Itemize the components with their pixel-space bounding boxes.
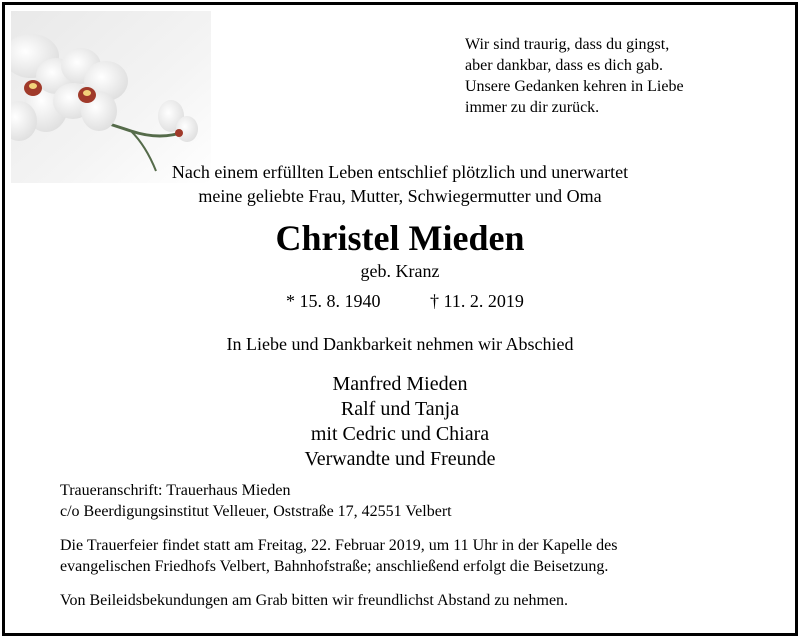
intro-line-2: meine geliebte Frau, Mutter, Schwiegermutter und Oma <box>198 186 602 206</box>
mourning-address <box>60 480 452 522</box>
mourner: mit Cedric und Chiara <box>310 423 490 445</box>
birth-name: geb. Kranz <box>360 261 440 281</box>
address-line-1: Traueranschrift: Trauerhaus Mieden <box>60 482 291 499</box>
mourner: Verwandte und Freunde <box>304 448 496 470</box>
service-info <box>60 535 617 577</box>
deceased-name: Christel Mieden <box>275 218 525 258</box>
orchid-image <box>11 11 211 183</box>
address-line-2: c/o Beerdigungsinstitut Velleuer, Oststraße 17, 42551 Velbert <box>60 503 452 520</box>
poem <box>465 34 684 118</box>
farewell-text: In Liebe und Dankbarkeit nehmen wir Abschied <box>226 334 574 354</box>
service-line-2: evangelischen Friedhofs Velbert, Bahnhofstraße; anschließend erfolgt die Beisetzung. <box>60 558 609 575</box>
poem-line: aber dankbar, dass es dich gab. <box>465 57 663 74</box>
condolence-note: Von Beileidsbekundungen am Grab bitten wir freundlichst Abstand zu nehmen. <box>60 592 569 609</box>
mourners-list <box>0 372 800 472</box>
death-date: † 11. 2. 2019 <box>430 291 524 311</box>
birth-date: * 15. 8. 1940 <box>286 291 381 311</box>
poem-line: Wir sind traurig, dass du gingst, <box>465 36 670 53</box>
poem-line: Unsere Gedanken kehren in Liebe <box>465 78 684 95</box>
mourner: Manfred Mieden <box>332 373 468 395</box>
service-line-1: Die Trauerfeier findet statt am Freitag, 22. Februar 2019, um 11 Uhr in der Kapelle des <box>60 537 618 554</box>
intro-text <box>0 160 800 208</box>
poem-line: immer zu dir zurück. <box>465 99 600 116</box>
mourner: Ralf und Tanja <box>340 398 460 420</box>
intro-line-1: Nach einem erfüllten Leben entschlief plötzlich und unerwartet <box>171 162 629 182</box>
